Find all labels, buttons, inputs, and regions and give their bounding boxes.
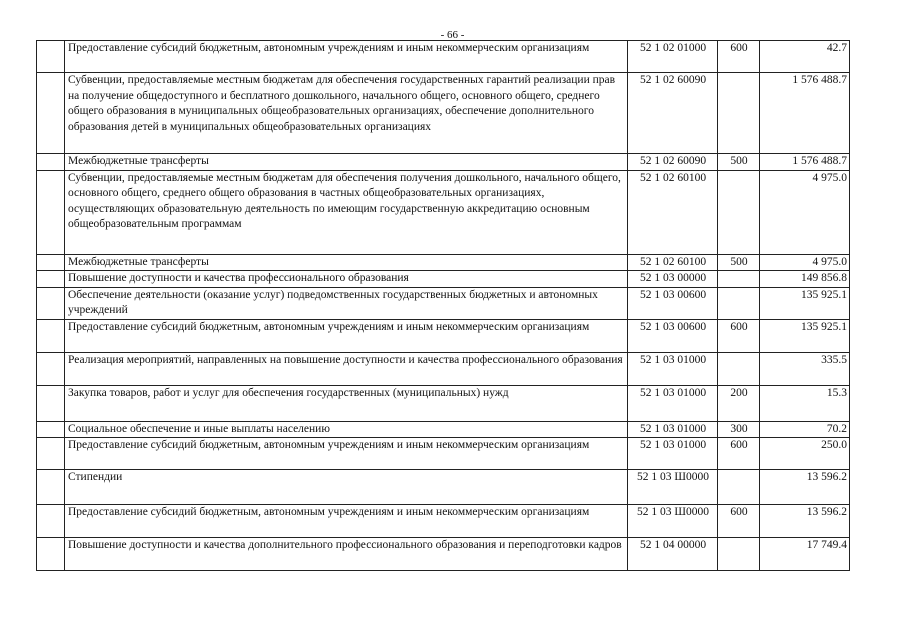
- row-name: Реализация мероприятий, направленных на повышение доступности и качества профессионального образования: [65, 352, 628, 385]
- row-amount: 4 975.0: [760, 254, 850, 271]
- table-row: [37, 154, 850, 171]
- row-name: Обеспечение деятельности (оказание услуг) подведомственных государственных бюджетных и автономных учреждений: [65, 287, 628, 319]
- row-amount: 135 925.1: [760, 287, 850, 319]
- row-code: 52 1 03 Ш0000: [628, 505, 718, 538]
- table-row: [37, 538, 850, 571]
- row-code: 52 1 02 01000: [628, 41, 718, 73]
- row-index-cell: [37, 352, 65, 385]
- row-amount: 149 856.8: [760, 271, 850, 288]
- row-vr: 500: [718, 254, 760, 271]
- row-code: 52 1 02 60090: [628, 154, 718, 171]
- row-amount: 4 975.0: [760, 170, 850, 254]
- table-row: [37, 170, 850, 254]
- table-row: [37, 352, 850, 385]
- row-index-cell: [37, 505, 65, 538]
- row-name: Стипендии: [65, 470, 628, 505]
- table-row: [37, 287, 850, 319]
- row-vr: [718, 271, 760, 288]
- row-name: Предоставление субсидий бюджетным, автономным учреждениям и иным некоммерческим организациям: [65, 41, 628, 73]
- row-name: Предоставление субсидий бюджетным, автономным учреждениям и иным некоммерческим организациям: [65, 505, 628, 538]
- table-row: [37, 438, 850, 470]
- row-code: 52 1 02 60100: [628, 170, 718, 254]
- row-index-cell: [37, 385, 65, 421]
- row-amount: 70.2: [760, 421, 850, 438]
- row-vr: 600: [718, 41, 760, 73]
- row-code: 52 1 03 01000: [628, 352, 718, 385]
- row-amount: 135 925.1: [760, 319, 850, 352]
- row-index-cell: [37, 73, 65, 154]
- row-index-cell: [37, 271, 65, 288]
- row-index-cell: [37, 438, 65, 470]
- row-code: 52 1 03 00000: [628, 271, 718, 288]
- row-amount: 42.7: [760, 41, 850, 73]
- row-amount: 1 576 488.7: [760, 73, 850, 154]
- row-vr: 600: [718, 438, 760, 470]
- row-index-cell: [37, 421, 65, 438]
- row-code: 52 1 03 01000: [628, 421, 718, 438]
- row-vr: [718, 287, 760, 319]
- row-vr: 600: [718, 505, 760, 538]
- row-vr: 300: [718, 421, 760, 438]
- row-vr: 500: [718, 154, 760, 171]
- row-amount: 13 596.2: [760, 470, 850, 505]
- row-code: 52 1 03 00600: [628, 319, 718, 352]
- table-row: [37, 421, 850, 438]
- row-name: Межбюджетные трансферты: [65, 254, 628, 271]
- row-name: Межбюджетные трансферты: [65, 154, 628, 171]
- row-amount: 13 596.2: [760, 505, 850, 538]
- row-vr: 200: [718, 385, 760, 421]
- row-vr: [718, 352, 760, 385]
- table-row: [37, 470, 850, 505]
- row-code: 52 1 03 Ш0000: [628, 470, 718, 505]
- row-code: 52 1 02 60090: [628, 73, 718, 154]
- row-amount: 17 749.4: [760, 538, 850, 571]
- row-code: 52 1 04 00000: [628, 538, 718, 571]
- row-index-cell: [37, 470, 65, 505]
- row-name: Закупка товаров, работ и услуг для обеспечения государственных (муниципальных) нужд: [65, 385, 628, 421]
- row-name: Предоставление субсидий бюджетным, автономным учреждениям и иным некоммерческим организациям: [65, 438, 628, 470]
- table-row: [37, 505, 850, 538]
- row-vr: [718, 170, 760, 254]
- table-row: [37, 41, 850, 73]
- row-index-cell: [37, 154, 65, 171]
- budget-table: [36, 40, 850, 571]
- row-index-cell: [37, 41, 65, 73]
- row-amount: 335.5: [760, 352, 850, 385]
- row-name: Субвенции, предоставляемые местным бюджетам для обеспечения получения дошкольного, начального общего, основного общего, среднего общего образования в частных общеобразовательных организациях, осуществляющих образовательную деятельность по имеющим государственную аккредитацию основным общеобразовательным программам: [65, 170, 628, 254]
- row-vr: [718, 470, 760, 505]
- row-vr: 600: [718, 319, 760, 352]
- row-index-cell: [37, 538, 65, 571]
- row-index-cell: [37, 254, 65, 271]
- table-row: [37, 73, 850, 154]
- row-name: Социальное обеспечение и иные выплаты населению: [65, 421, 628, 438]
- row-code: 52 1 03 00600: [628, 287, 718, 319]
- row-code: 52 1 03 01000: [628, 385, 718, 421]
- row-name: Повышение доступности и качества дополнительного профессионального образования и переподготовки кадров: [65, 538, 628, 571]
- row-vr: [718, 73, 760, 154]
- row-vr: [718, 538, 760, 571]
- row-amount: 1 576 488.7: [760, 154, 850, 171]
- row-amount: 15.3: [760, 385, 850, 421]
- table-row: [37, 319, 850, 352]
- row-amount: 250.0: [760, 438, 850, 470]
- table-row: [37, 254, 850, 271]
- row-code: 52 1 03 01000: [628, 438, 718, 470]
- table-row: [37, 385, 850, 421]
- row-index-cell: [37, 287, 65, 319]
- row-name: Повышение доступности и качества профессионального образования: [65, 271, 628, 288]
- row-name: Предоставление субсидий бюджетным, автономным учреждениям и иным некоммерческим организациям: [65, 319, 628, 352]
- row-code: 52 1 02 60100: [628, 254, 718, 271]
- row-index-cell: [37, 319, 65, 352]
- row-name: Субвенции, предоставляемые местным бюджетам для обеспечения государственных гарантий реализации прав на получение общедоступного и бесплатного дошкольного, начального общего, основного общего, среднего общего образования в муниципальных общеобразовательных организациях, обеспечение дополнительного образования детей в муниципальных общеобразовательных организациях: [65, 73, 628, 154]
- table-row: [37, 271, 850, 288]
- page-number: - 66 -: [440, 29, 465, 41]
- row-index-cell: [37, 170, 65, 254]
